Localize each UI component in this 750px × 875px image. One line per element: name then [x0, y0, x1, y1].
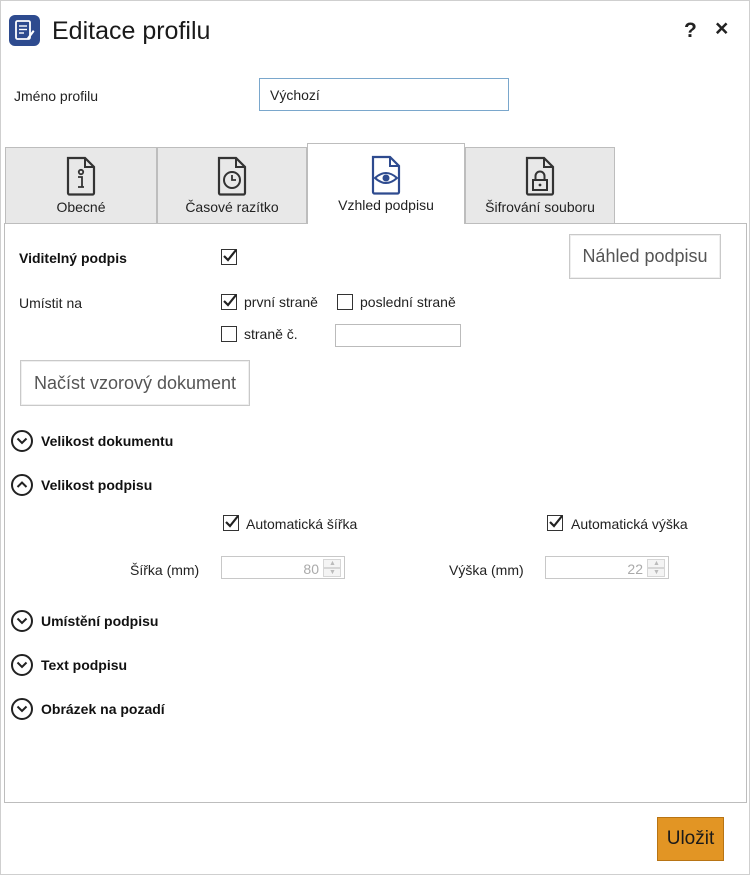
tab-signature-appearance-label: Vzhled podpisu: [338, 197, 434, 213]
height-mm-value: 22: [627, 561, 643, 577]
auto-height-label: Automatická výška: [571, 516, 688, 532]
first-page-label: první straně: [244, 294, 318, 310]
tab-timestamp-label: Časové razítko: [185, 199, 279, 215]
title-bar: [1, 1, 749, 63]
chevron-down-icon: [11, 654, 33, 676]
profile-name-label: Jméno profilu: [14, 88, 99, 104]
width-increment-arrow-icon[interactable]: ▲: [323, 559, 341, 568]
height-mm-label: Výška (mm): [449, 562, 524, 578]
chevron-up-icon: [11, 474, 33, 496]
close-button[interactable]: ×: [715, 15, 729, 41]
auto-width-label: Automatická šířka: [246, 516, 358, 532]
tab-file-encryption[interactable]: [465, 147, 615, 223]
signature-preview-button[interactable]: Náhled podpisu: [569, 234, 721, 279]
profile-name-input[interactable]: [259, 78, 509, 111]
last-page-checkbox[interactable]: [337, 294, 353, 310]
page-number-checkbox[interactable]: [221, 326, 237, 342]
clock-document-icon: [216, 156, 248, 201]
tab-file-encryption-label: Šifrování souboru: [485, 199, 595, 215]
dialog-title: Editace profilu: [52, 17, 211, 45]
height-mm-spinbox[interactable]: [545, 556, 669, 579]
signature-appearance-panel: [4, 223, 747, 803]
signature-text-section-label: Text podpisu: [41, 657, 128, 673]
load-sample-document-button[interactable]: Načíst vzorový dokument: [20, 360, 250, 406]
chevron-down-icon: [11, 698, 33, 720]
document-size-section-label: Velikost dokumentu: [41, 433, 174, 449]
auto-height-checkbox[interactable]: [547, 515, 563, 531]
tab-general[interactable]: [5, 147, 157, 223]
tab-signature-appearance[interactable]: [307, 143, 465, 224]
signature-placement-section-label: Umístění podpisu: [41, 613, 159, 629]
visible-signature-checkbox[interactable]: [221, 249, 237, 265]
tab-timestamp[interactable]: [157, 147, 307, 223]
place-on-label: Umístit na: [19, 295, 83, 311]
height-increment-arrow-icon[interactable]: ▲: [647, 559, 665, 568]
width-mm-value: 80: [303, 561, 319, 577]
first-page-checkbox[interactable]: [221, 294, 237, 310]
lock-document-icon: [524, 156, 556, 201]
width-mm-spinbox[interactable]: [221, 556, 345, 579]
visible-signature-label: Viditelný podpis: [19, 250, 127, 266]
signature-size-section-label: Velikost podpisu: [41, 477, 153, 493]
last-page-label: poslední straně: [360, 294, 456, 310]
info-document-icon: [65, 156, 97, 201]
width-decrement-arrow-icon[interactable]: ▼: [323, 568, 341, 577]
app-document-icon: [9, 15, 40, 46]
help-button[interactable]: ?: [684, 19, 697, 42]
page-number-label: straně č.: [244, 326, 298, 342]
chevron-down-icon: [11, 430, 33, 452]
background-image-section-label: Obrázek na pozadí: [41, 701, 165, 717]
width-mm-label: Šířka (mm): [130, 562, 200, 578]
page-number-input[interactable]: [335, 324, 461, 347]
tab-general-label: Obecné: [56, 199, 106, 215]
height-decrement-arrow-icon[interactable]: ▼: [647, 568, 665, 577]
chevron-down-icon: [11, 610, 33, 632]
save-button[interactable]: Uložit: [657, 817, 724, 861]
eye-document-icon: [370, 155, 402, 200]
auto-width-checkbox[interactable]: [223, 515, 239, 531]
